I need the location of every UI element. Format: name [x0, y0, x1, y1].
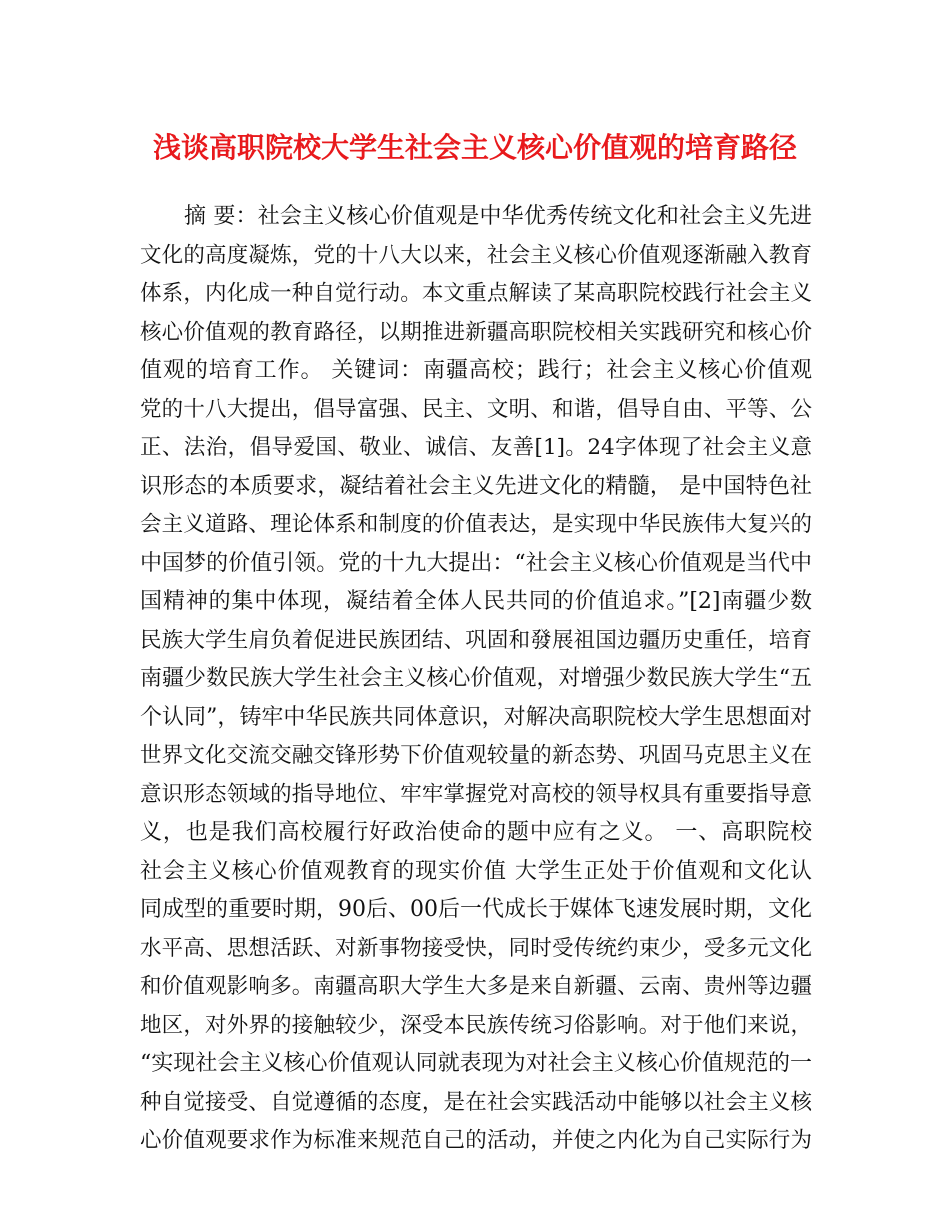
body-line: 义，也是我们高校履行好政治使命的题中应有之义。 一、高职院校	[140, 820, 812, 845]
body-line: 国精神的集中体现，凝结着全体人民共同的价值追求。”[2]南疆少数	[140, 589, 812, 614]
body-line: 民族大学生肩负着促进民族团结、巩固和發展祖国边疆历史重任，培育	[140, 627, 812, 653]
body-line: 文化的高度凝炼，党的十八大以来，社会主义核心价值观逐渐融入教育	[140, 242, 812, 268]
body-line: 核心价值观的教育路径，以期推进新疆高职院校相关实践研究和核心价	[140, 319, 812, 345]
body-line: 同成型的重要时期，90后、00后一代成长于媒体飞速发展时期，文化	[140, 897, 812, 922]
body-line: 水平高、思想活跃、对新事物接受快，同时受传统约束少，受多元文化	[140, 935, 812, 961]
body-line: 中国梦的价值引领。党的十九大提出：“社会主义核心价值观是当代中	[140, 550, 812, 576]
body-line: 值观的培育工作。 关键词：南疆高校；践行；社会主义核心价值观	[140, 358, 812, 383]
body-line: 心价值观要求作为标准来规范自己的活动，并使之内化为自己实际行为	[140, 1128, 812, 1153]
body-line: 意识形态领域的指导地位、牢牢掌握党对高校的领导权具有重要指导意	[140, 781, 812, 807]
document-body	[140, 198, 812, 1161]
body-line: 摘 要：社会主义核心价值观是中华优秀传统文化和社会主义先进	[184, 204, 812, 229]
document-title: 浅谈高职院校大学生社会主义核心价值观的培育路径	[152, 131, 797, 164]
body-line: 南疆少数民族大学生社会主义核心价值观，对增强少数民族大学生“五	[140, 666, 812, 691]
body-line: 党的十八大提出，倡导富强、民主、文明、和谐，倡导自由、平等、公	[140, 396, 812, 422]
body-line: 会主义道路、理论体系和制度的价值表达，是实现中华民族伟大复兴的	[140, 512, 812, 537]
body-line: 个认同”，铸牢中华民族共同体意识，对解决高职院校大学生思想面对	[140, 704, 812, 730]
body-line: 正、法治，倡导爱国、敬业、诚信、友善[1]。24字体现了社会主义意	[140, 435, 812, 460]
body-line: 地区，对外界的接触较少，深受本民族传统习俗影响。对于他们来说，	[140, 1012, 812, 1038]
body-line: 种自觉接受、自觉遵循的态度，是在社会实践活动中能够以社会主义核	[140, 1089, 812, 1115]
body-line: 体系，内化成一种自觉行动。本文重点解读了某高职院校践行社会主义	[140, 281, 812, 306]
body-line: 和价值观影响多。南疆高职大学生大多是来自新疆、云南、贵州等边疆	[140, 974, 812, 999]
body-line: 识形态的本质要求，凝结着社会主义先进文化的精髓， 是中国特色社	[140, 473, 812, 499]
body-line: 世界文化交流交融交锋形势下价值观较量的新态势、巩固马克思主义在	[140, 743, 812, 768]
body-line: “实现社会主义核心价值观认同就表现为对社会主义核心价值规范的一	[140, 1051, 812, 1076]
body-line: 社会主义核心价值观教育的现实价值 大学生正处于价值观和文化认	[140, 858, 812, 884]
